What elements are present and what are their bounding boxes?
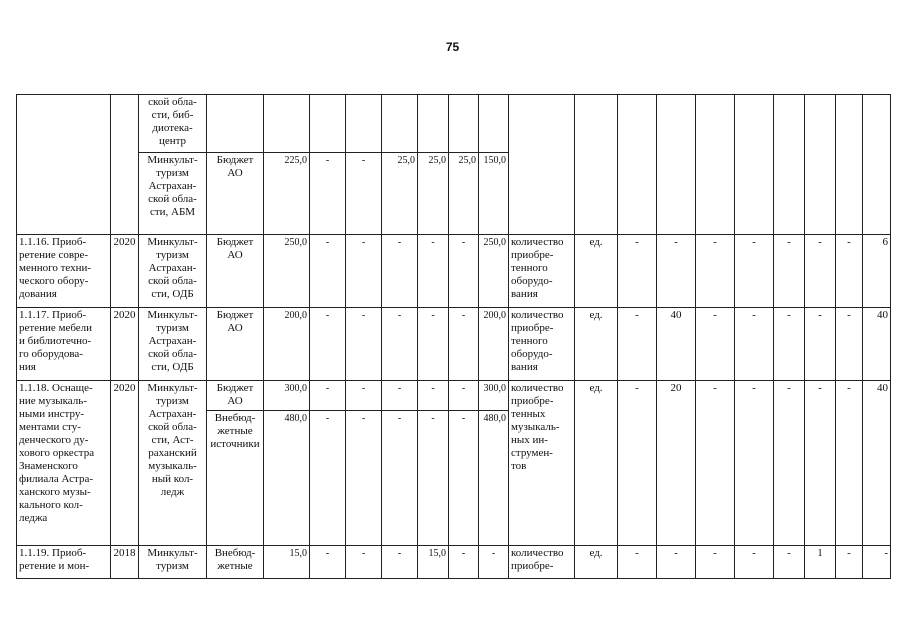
text-line: источники	[210, 438, 260, 450]
target-value-cell	[774, 308, 805, 381]
unit-text: ед.	[589, 309, 603, 321]
amount-text: -	[431, 310, 435, 321]
text-line: АО	[227, 322, 243, 334]
target-value-text: -	[787, 547, 791, 559]
target-value-text: -	[713, 309, 717, 321]
text-line: оборудо-	[511, 348, 553, 360]
unit-text: ед.	[589, 382, 603, 394]
amount-text: -	[397, 310, 402, 321]
text-line: сти, АБМ	[149, 206, 196, 218]
text-line: менного техни-	[19, 262, 92, 274]
program-table-sheet	[16, 94, 888, 574]
amount-text: 200,0	[284, 310, 307, 321]
year-amount-cell	[346, 153, 382, 235]
year-amount-cell	[382, 235, 418, 308]
unit-cell	[575, 95, 618, 235]
text-line: ской обла-	[148, 421, 197, 433]
amount-text: 250,0	[483, 237, 506, 248]
year-amount-cell	[418, 411, 449, 546]
amount-text: 480,0	[483, 413, 506, 424]
amount-text: 25,0	[428, 155, 446, 166]
year-amount-cell	[479, 411, 509, 546]
year-amount-cell	[310, 95, 346, 153]
target-value-cell	[696, 235, 735, 308]
total-amount-cell	[264, 546, 310, 579]
text-line: ретение мебели	[19, 322, 93, 334]
unit-cell	[575, 546, 618, 579]
text-line: сти, Аст-	[151, 434, 194, 446]
executor-cell	[139, 381, 207, 546]
text-line: вания	[511, 288, 538, 300]
executor-cell	[139, 95, 207, 153]
target-value-cell	[805, 546, 836, 579]
year-amount-cell	[418, 235, 449, 308]
amount-text: -	[461, 413, 466, 424]
amount-text: 250,0	[284, 237, 307, 248]
year-amount-cell	[418, 381, 449, 411]
year-amount-cell	[449, 381, 479, 411]
target-value-cell	[657, 235, 696, 308]
target-value-text: -	[752, 236, 756, 248]
amount-text: -	[491, 548, 496, 559]
amount-text: -	[361, 237, 366, 248]
text-line: сти, биб-	[151, 109, 194, 121]
year-amount-cell	[418, 95, 449, 153]
funding-source-cell	[207, 381, 264, 411]
text-line: тенного	[511, 335, 548, 347]
target-value-text: 1	[817, 547, 823, 559]
amount-text: -	[431, 383, 435, 394]
year-amount-cell	[310, 546, 346, 579]
target-value-text: 6	[882, 236, 888, 248]
text-line: 1.1.17. Приоб-	[19, 309, 87, 321]
amount-text: -	[461, 237, 466, 248]
target-value-cell	[657, 95, 696, 235]
target-value-cell	[618, 95, 657, 235]
unit-text: ед.	[589, 547, 603, 559]
amount-text: -	[361, 310, 366, 321]
funding-source-cell	[207, 95, 264, 153]
text-line: АО	[227, 249, 243, 261]
target-value-cell	[657, 381, 696, 546]
table-row	[17, 95, 891, 153]
text-line: количество	[511, 547, 564, 559]
amount-text: -	[397, 237, 402, 248]
text-line: тенных	[511, 408, 546, 420]
year-amount-cell	[418, 153, 449, 235]
target-value-text: 40	[670, 309, 682, 321]
target-value-cell	[863, 235, 891, 308]
year-amount-cell	[310, 235, 346, 308]
target-value-cell	[836, 95, 863, 235]
amount-text: 25,0	[397, 155, 415, 166]
text-line: ской обла-	[148, 348, 197, 360]
amount-text: -	[397, 548, 402, 559]
amount-text: 15,0	[428, 548, 446, 559]
text-line: Астрахан-	[148, 408, 197, 420]
funding-source-cell	[207, 235, 264, 308]
target-value-cell	[863, 381, 891, 546]
target-value-text: -	[752, 382, 756, 394]
measure-name-cell	[17, 381, 111, 546]
target-value-cell	[735, 381, 774, 546]
target-value-cell	[805, 381, 836, 546]
year-amount-cell	[382, 95, 418, 153]
total-amount-cell	[264, 411, 310, 546]
amount-text: -	[361, 548, 366, 559]
target-value-cell	[735, 95, 774, 235]
text-line: ретение и мон-	[19, 560, 90, 572]
amount-text: -	[325, 383, 330, 394]
text-line: струмен-	[511, 447, 553, 459]
year-amount-cell	[310, 308, 346, 381]
amount-text: 150,0	[483, 155, 506, 166]
target-value-cell	[863, 546, 891, 579]
target-value-cell	[696, 308, 735, 381]
target-value-cell	[735, 308, 774, 381]
target-value-cell	[836, 308, 863, 381]
executor-cell	[139, 235, 207, 308]
text-line: музыкаль-	[148, 460, 197, 472]
text-line: ными инстру-	[19, 408, 84, 420]
amount-text: -	[325, 548, 330, 559]
target-value-text: -	[884, 547, 888, 559]
text-line: сти, ОДБ	[151, 361, 194, 373]
target-value-cell	[657, 308, 696, 381]
text-line: количество	[511, 382, 564, 394]
text-line: приобре-	[511, 395, 554, 407]
total-amount-cell	[264, 235, 310, 308]
text-line: АО	[227, 167, 243, 179]
year-text: 2020	[113, 309, 136, 321]
year-amount-cell	[449, 411, 479, 546]
measure-name-cell	[17, 308, 111, 381]
text-line: туризм	[156, 167, 189, 179]
year-amount-cell	[479, 235, 509, 308]
amount-text: 300,0	[284, 383, 307, 394]
amount-text: -	[431, 237, 435, 248]
target-value-cell	[657, 546, 696, 579]
year-amount-cell	[382, 153, 418, 235]
year-amount-cell	[346, 381, 382, 411]
text-line: 1.1.16. Приоб-	[19, 236, 87, 248]
text-line: оборудо-	[511, 275, 553, 287]
text-line: Минкульт-	[147, 309, 198, 321]
year-amount-cell	[449, 308, 479, 381]
text-line: туризм	[156, 249, 189, 261]
table-row	[17, 546, 891, 579]
amount-text: -	[325, 155, 330, 166]
target-value-cell	[863, 95, 891, 235]
text-line: диотека-	[152, 122, 193, 134]
target-value-text: -	[713, 547, 717, 559]
total-amount-cell	[264, 308, 310, 381]
program-table-body	[17, 95, 891, 579]
target-value-text: -	[818, 309, 822, 321]
executor-cell	[139, 308, 207, 381]
text-line: количество	[511, 309, 564, 321]
indicator-cell	[509, 546, 575, 579]
year-amount-cell	[479, 546, 509, 579]
target-value-text: -	[787, 236, 791, 248]
year-amount-cell	[479, 153, 509, 235]
year-amount-cell	[382, 411, 418, 546]
unit-cell	[575, 381, 618, 546]
table-row	[17, 235, 891, 308]
text-line: леджа	[19, 512, 48, 524]
funding-source-cell	[207, 546, 264, 579]
text-line: Астрахан-	[148, 262, 197, 274]
executor-cell	[139, 546, 207, 579]
amount-text: -	[361, 155, 366, 166]
text-line: количество	[511, 236, 564, 248]
year-cell	[111, 235, 139, 308]
text-line: сти, ОДБ	[151, 288, 194, 300]
target-value-cell	[735, 546, 774, 579]
amount-text: -	[325, 237, 330, 248]
indicator-cell	[509, 95, 575, 235]
year-amount-cell	[479, 95, 509, 153]
year-amount-cell	[310, 153, 346, 235]
target-value-cell	[774, 235, 805, 308]
target-value-cell	[805, 95, 836, 235]
target-value-text: -	[847, 382, 851, 394]
amount-text: 480,0	[284, 413, 307, 424]
amount-text: -	[461, 548, 466, 559]
target-value-text: -	[818, 236, 822, 248]
text-line: денческого ду-	[19, 434, 89, 446]
year-cell	[111, 95, 139, 235]
year-text: 2020	[113, 236, 136, 248]
year-amount-cell	[382, 308, 418, 381]
target-value-text: 40	[877, 309, 888, 321]
year-amount-cell	[418, 546, 449, 579]
unit-cell	[575, 308, 618, 381]
amount-text: -	[397, 383, 402, 394]
indicator-cell	[509, 235, 575, 308]
text-line: АО	[227, 395, 243, 407]
year-amount-cell	[382, 546, 418, 579]
text-line: Внебюд-	[214, 412, 256, 424]
text-line: приобре-	[511, 249, 554, 261]
measure-name-cell	[17, 546, 111, 579]
year-amount-cell	[449, 546, 479, 579]
executor-cell	[139, 153, 207, 235]
program-table	[16, 94, 891, 579]
year-amount-cell	[310, 411, 346, 546]
unit-text: ед.	[589, 236, 603, 248]
text-line: ный кол-	[151, 473, 194, 485]
text-line: Астрахан-	[148, 335, 197, 347]
amount-text: 15,0	[289, 548, 307, 559]
text-line: ментами сту-	[19, 421, 81, 433]
year-amount-cell	[449, 95, 479, 153]
text-line: ской обла-	[148, 193, 197, 205]
text-line: Минкульт-	[147, 154, 198, 166]
target-value-text: -	[635, 382, 639, 394]
text-line: Минкульт-	[147, 236, 198, 248]
target-value-text: -	[752, 547, 756, 559]
target-value-text: -	[787, 382, 791, 394]
year-amount-cell	[382, 381, 418, 411]
target-value-text: -	[635, 547, 639, 559]
funding-source-cell	[207, 308, 264, 381]
target-value-cell	[618, 308, 657, 381]
indicator-cell	[509, 381, 575, 546]
amount-text: 300,0	[483, 383, 506, 394]
total-amount-cell	[264, 95, 310, 153]
amount-text: -	[361, 383, 366, 394]
text-line: ской обла-	[148, 96, 197, 108]
year-amount-cell	[449, 235, 479, 308]
target-value-text: -	[752, 309, 756, 321]
text-line: ретение совре-	[19, 249, 89, 261]
target-value-cell	[618, 381, 657, 546]
unit-cell	[575, 235, 618, 308]
text-line: Минкульт-	[147, 382, 198, 394]
target-value-text: -	[847, 547, 851, 559]
year-amount-cell	[418, 308, 449, 381]
year-text: 2020	[113, 382, 136, 394]
target-value-text: -	[674, 236, 678, 248]
year-cell	[111, 381, 139, 546]
target-value-cell	[618, 235, 657, 308]
text-line: хового оркестра	[19, 447, 95, 459]
funding-source-cell	[207, 153, 264, 235]
year-amount-cell	[346, 546, 382, 579]
amount-text: -	[397, 413, 402, 424]
target-value-cell	[696, 546, 735, 579]
target-value-cell	[696, 381, 735, 546]
target-value-text: -	[787, 309, 791, 321]
year-amount-cell	[479, 381, 509, 411]
text-line: туризм	[156, 560, 189, 572]
amount-text: -	[361, 413, 366, 424]
text-line: кального кол-	[19, 499, 83, 511]
target-value-cell	[836, 235, 863, 308]
total-amount-cell	[264, 381, 310, 411]
target-value-cell	[805, 308, 836, 381]
year-amount-cell	[310, 381, 346, 411]
text-line: дования	[19, 288, 57, 300]
amount-text: -	[461, 310, 466, 321]
page-number: 75	[445, 40, 460, 54]
text-line: туризм	[156, 395, 189, 407]
amount-text: -	[325, 413, 330, 424]
indicator-cell	[509, 308, 575, 381]
target-value-text: -	[847, 309, 851, 321]
text-line: ных ин-	[511, 434, 548, 446]
year-amount-cell	[346, 235, 382, 308]
table-row	[17, 381, 891, 411]
text-line: ледж	[160, 486, 185, 498]
text-line: музыкаль-	[511, 421, 560, 433]
text-line: Астрахан-	[148, 180, 197, 192]
text-line: го оборудова-	[19, 348, 83, 360]
text-line: вания	[511, 361, 538, 373]
funding-source-cell	[207, 411, 264, 546]
measure-name-cell	[17, 95, 111, 235]
text-line: Бюджет	[216, 154, 254, 166]
total-amount-cell	[264, 153, 310, 235]
measure-name-cell	[17, 235, 111, 308]
text-line: Минкульт-	[147, 547, 198, 559]
text-line: 1.1.19. Приоб-	[19, 547, 87, 559]
text-line: приобре-	[511, 322, 554, 334]
text-line: и библиотечно-	[19, 335, 92, 347]
text-line: 1.1.18. Оснаще-	[19, 382, 93, 394]
text-line: туризм	[156, 322, 189, 334]
text-line: ние музыкаль-	[19, 395, 87, 407]
table-row	[17, 308, 891, 381]
year-amount-cell	[346, 95, 382, 153]
text-line: Бюджет	[216, 309, 254, 321]
target-value-text: -	[713, 236, 717, 248]
amount-text: -	[431, 413, 435, 424]
target-value-text: 20	[670, 382, 682, 394]
text-line: центр	[158, 135, 187, 147]
target-value-cell	[735, 235, 774, 308]
target-value-cell	[696, 95, 735, 235]
text-line: Внебюд-	[214, 547, 256, 559]
text-line: ханского музы-	[19, 486, 91, 498]
target-value-cell	[774, 381, 805, 546]
year-amount-cell	[346, 411, 382, 546]
text-line: жетные	[217, 560, 253, 572]
target-value-text: -	[635, 309, 639, 321]
amount-text: -	[461, 383, 466, 394]
target-value-cell	[774, 95, 805, 235]
amount-text: 200,0	[483, 310, 506, 321]
year-cell	[111, 546, 139, 579]
target-value-cell	[836, 546, 863, 579]
target-value-text: -	[713, 382, 717, 394]
target-value-cell	[863, 308, 891, 381]
target-value-cell	[774, 546, 805, 579]
text-line: филиала Астра-	[19, 473, 94, 485]
amount-text: -	[325, 310, 330, 321]
year-amount-cell	[346, 308, 382, 381]
year-amount-cell	[479, 308, 509, 381]
text-line: приобре-	[511, 560, 554, 572]
text-line: тов	[511, 460, 527, 472]
text-line: ской обла-	[148, 275, 197, 287]
text-line: Знаменского	[19, 460, 78, 472]
target-value-text: 40	[877, 382, 888, 394]
text-line: ческого обору-	[19, 275, 89, 287]
amount-text: 25,0	[458, 155, 476, 166]
target-value-text: -	[635, 236, 639, 248]
text-line: ния	[19, 361, 36, 373]
target-value-text: -	[818, 382, 822, 394]
year-text: 2018	[113, 547, 136, 559]
target-value-text: -	[847, 236, 851, 248]
text-line: Бюджет	[216, 382, 254, 394]
amount-text: 225,0	[284, 155, 307, 166]
target-value-cell	[618, 546, 657, 579]
text-line: тенного	[511, 262, 548, 274]
text-line: раханский	[148, 447, 197, 459]
year-amount-cell	[449, 153, 479, 235]
target-value-cell	[836, 381, 863, 546]
year-cell	[111, 308, 139, 381]
text-line: Бюджет	[216, 236, 254, 248]
target-value-text: -	[674, 547, 678, 559]
target-value-cell	[805, 235, 836, 308]
text-line: жетные	[217, 425, 253, 437]
